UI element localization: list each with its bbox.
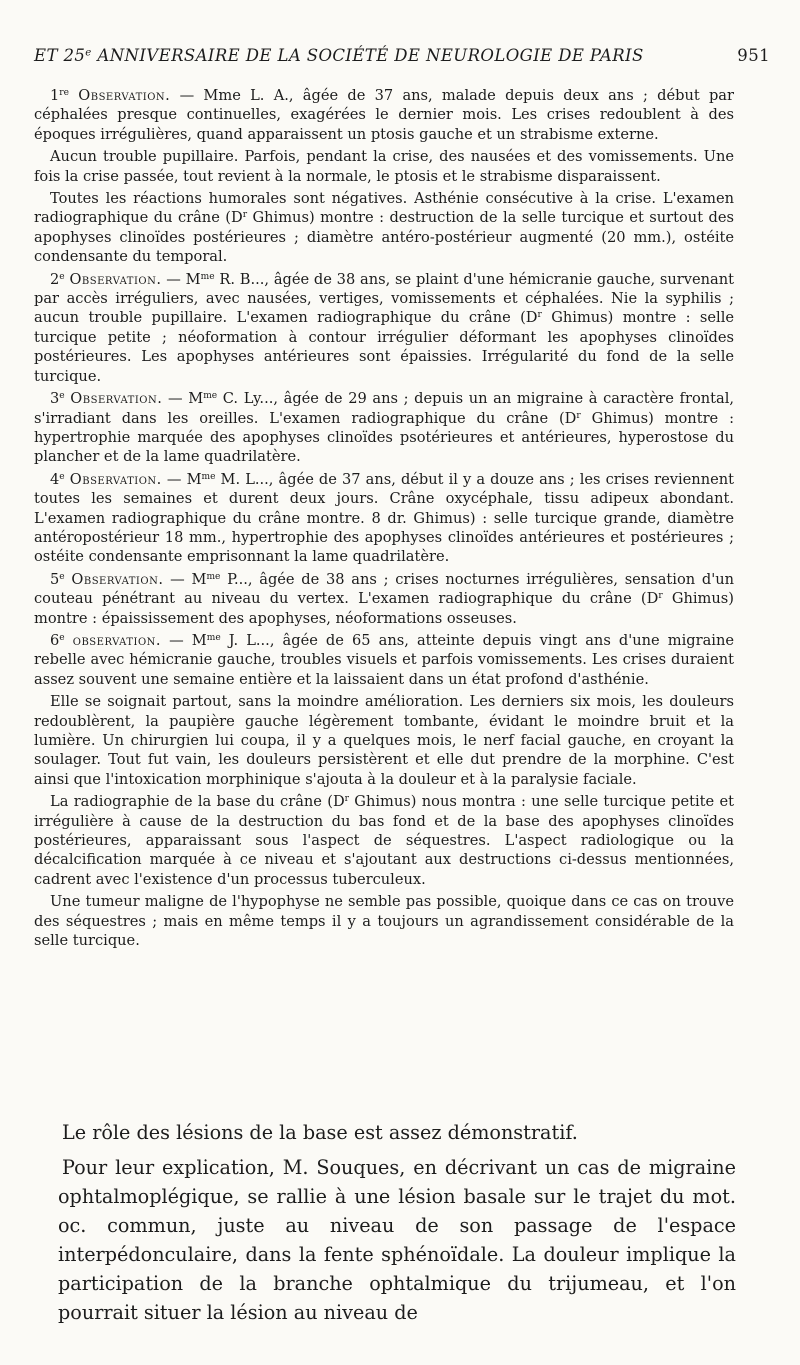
obs5-b: P..., âgée de 38 ans ; crises nocturnes irrégulières, sensation d'un couteau pénétrant au niveau du vertex. L'examen radiographique du crâne (D bbox=[34, 570, 734, 608]
observation-6-p3 bbox=[34, 792, 734, 889]
observation-1-p3 bbox=[34, 189, 734, 267]
observation-1-p2: Aucun trouble pupillaire. Parfois, pendant la crise, des nausées et des vomissements. Une fois la crise passée, tout revient à la normale, le ptosis et le strabisme disparaissent. bbox=[34, 148, 734, 185]
obs1-p3b: Ghimus) montre : destruction de la selle turcique et surtout des apophyses clinoïdes postérieures ; diamètre antéro-postérieur augmenté (20 mm.), ostéite condensante du temporal. bbox=[34, 209, 734, 266]
obs3-a-sup: me bbox=[203, 391, 218, 402]
obs1-label: Observation. bbox=[78, 87, 171, 104]
obs6-p3b: Ghimus) nous montra : une selle turcique petite et irrégulière à cause de la destruction du bas fond et de la base des apophyses clinoïdes postérieures, apparaissant sous l'aspect de séquestres. L'aspect radiologique ou la décalcification marquée à ce niveau et s'ajoutant aux destructions ci-dessus mentionnées, cadrent avec l'existence d'un processus tuberculeux. bbox=[34, 793, 735, 888]
observation-4 bbox=[34, 470, 734, 567]
obs1-number: 1 bbox=[50, 87, 60, 104]
obs5-number: 5 bbox=[50, 570, 60, 588]
obs2-b-sup: r bbox=[537, 310, 542, 321]
obs1-text: — Mme L. A., âgée de 37 ans, malade depuis deux ans ; début par céphalées presque continuelles, exagérées le dernier mois. Les crises redoublent à des époques irrégulières, quand apparaissent un ptosis gauche et un strabisme externe. bbox=[34, 87, 734, 143]
obs2-b: R. B..., âgée de 38 ans, se plaint d'une hémicranie gauche, survenant par accès irréguliers, avec nausées, vertiges, vomissements et céphalées. Nie la syphilis ; aucun trouble pupillaire. L'examen radiographique du crâne (D bbox=[34, 270, 735, 327]
main-paragraph-2: Pour leur explication, M. Souques, en décrivant un cas de migraine ophtalmoplégique, se rallie à une lésion basale sur le trajet du mot. oc. commun, juste au niveau de son passage de l'espace interpédonculaire, dans la fente sphénoïdale. La douleur implique la participation de la branche ophtalmique du trijumeau, et l'on pourrait situer la lésion au niveau de bbox=[58, 1156, 736, 1324]
obs4-label: Observation. bbox=[69, 470, 162, 488]
obs6-b: J. L..., âgée de 65 ans, atteinte depuis vingt ans d'une migraine rebelle avec hémicranie gauche, troubles visuels et parfois vomissements. Les crises duraient assez souvent une semaine entière et la laissaient dans un état profond d'asthénie. bbox=[34, 631, 734, 688]
obs4-b: M. L..., âgée de 37 ans, début il y a douze ans ; les crises reviennent toutes les semaines et durent deux jours. Crâne oxycéphale, tissu adipeux abondant. L'examen radiographique du crâne montre. 8 dr. Ghimus) : selle turcique grande, diamètre antéropostérieur 18 mm., hypertrophie des apophyses clinoïdes antérieures et postérieures ; ostéite condensante emprisonnant la lame quadrilatère. bbox=[34, 470, 734, 566]
observation-6 bbox=[34, 631, 734, 689]
obs5-a: — M bbox=[163, 570, 207, 588]
observation-3 bbox=[34, 389, 734, 467]
obs6-p3-sup: r bbox=[344, 794, 349, 805]
observation-6-p4: Une tumeur maligne de l'hypophyse ne semble pas possible, quoique dans ce cas on trouve des séquestres ; mais en même temps il y a toujours un agrandissement considérable de la selle turcique. bbox=[34, 893, 734, 950]
observation-1 bbox=[34, 86, 734, 144]
obs6-p3a: La radiographie de la base du crâne (D bbox=[50, 793, 345, 811]
obs2-number: 2 bbox=[50, 270, 60, 288]
obs1-p3-sup: r bbox=[242, 210, 248, 221]
obs5-c: Ghimus) montre : épaississement des apophyses, néoformations osseuses. bbox=[34, 590, 734, 627]
obs4-number-sup: e bbox=[59, 471, 65, 482]
running-title: ET 25e ANNIVERSAIRE DE LA SOCIÉTÉ DE NEUROLOGIE DE PARIS bbox=[34, 46, 644, 65]
main-text-block bbox=[58, 1118, 736, 1333]
obs3-number-sup: e bbox=[59, 391, 65, 402]
obs4-number: 4 bbox=[50, 470, 60, 488]
observation-5 bbox=[34, 570, 734, 628]
obs2-label: Observation. bbox=[69, 270, 162, 288]
obs6-number-sup: e bbox=[59, 633, 65, 643]
obs4-a: — M bbox=[161, 470, 202, 488]
obs1-number-sup: re bbox=[59, 88, 69, 99]
obs6-number: 6 bbox=[50, 631, 60, 649]
obs2-a-sup: me bbox=[200, 271, 215, 282]
obs3-label: Observation. bbox=[70, 390, 163, 408]
obs2-c: Ghimus) montre : selle turcique petite ; néoformation à contour irrégulier déformant les apophyses clinoïdes postérieures. Les apophyses antérieures sont épaissies. Irrégularité du fond de la selle turcique. bbox=[34, 309, 734, 385]
title-superscript: e bbox=[85, 47, 92, 59]
obs5-a-sup: me bbox=[206, 571, 221, 582]
main-paragraph-1: Le rôle des lésions de la base est assez démonstratif. bbox=[62, 1121, 578, 1144]
obs5-b-sup: r bbox=[658, 591, 663, 602]
obs6-label: observation. bbox=[72, 631, 162, 649]
obs6-a: — M bbox=[161, 631, 207, 649]
obs2-number-sup: e bbox=[59, 271, 65, 282]
obs1-p3a: Toutes les réactions humorales sont négatives. Asthénie consécutive à la crise. L'examen radiographique du crâne (D bbox=[34, 190, 734, 227]
observations-block bbox=[34, 86, 734, 953]
obs3-c: Ghimus) montre : hypertrophie marquée des apophyses clinoïdes psotérieures et antérieures, hyperostose du plancher et de la lame quadrilatère. bbox=[34, 409, 734, 466]
obs3-a: — M bbox=[162, 390, 204, 408]
observation-2 bbox=[34, 270, 734, 386]
obs3-number: 3 bbox=[50, 390, 60, 408]
obs6-a-sup: me bbox=[206, 633, 221, 643]
obs3-b-sup: r bbox=[576, 410, 581, 421]
obs5-number-sup: e bbox=[59, 571, 65, 582]
obs3-b: C. Ly..., âgée de 29 ans ; depuis un an migraine à caractère frontal, s'irradiant dans les oreilles. L'examen radiographique du crâne (D bbox=[34, 390, 734, 427]
running-header bbox=[34, 46, 770, 70]
obs4-a-sup: me bbox=[201, 471, 216, 482]
obs5-label: Observation. bbox=[71, 570, 164, 588]
obs2-a: — M bbox=[161, 270, 201, 288]
observation-6-p2: Elle se soignait partout, sans la moindre amélioration. Les derniers six mois, les douleurs redoublèrent, la paupière gauche légèrement tombante, évidant le moindre bruit et la lumière. Un chirurgien lui coupa, il y a quelques mois, le nerf facial gauche, en croyant la soulager. Tout fut vain, les douleurs persistèrent et elle dut prendre de la morphine. C'est ainsi que l'intoxication morphinique s'ajouta à la douleur et à la paralysie faciale. bbox=[34, 693, 734, 788]
page-number: 951 bbox=[737, 46, 770, 65]
